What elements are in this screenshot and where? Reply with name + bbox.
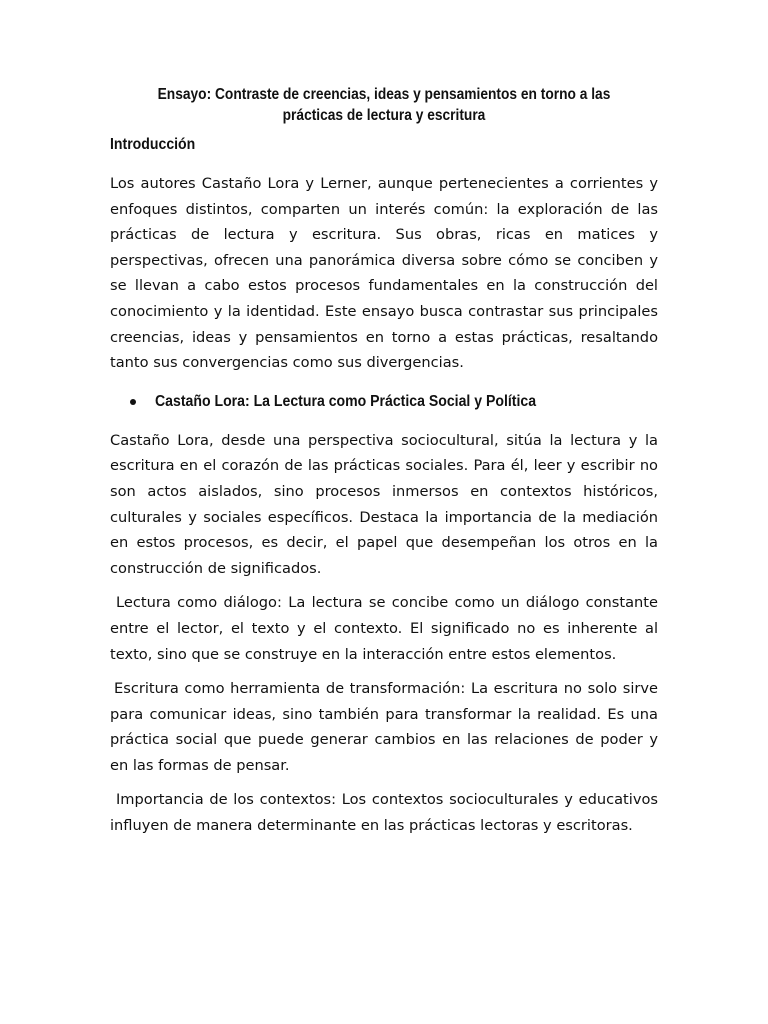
section-bullet [130,391,658,413]
point-importancia-contextos: Importancia de los contextos: Los contextos socioculturales y educativos influyen de manera determinante en las prácticas lectoras y escritoras. [110,791,658,835]
point-escritura-herramienta: Escritura como herramienta de transformación: La escritura no solo sirve para comunicar ideas, sino también para transformar la realidad. Es una práctica social que puede generar cambios en las relaciones de poder y en las formas de pensar. [110,680,658,774]
intro-paragraph: Los autores Castaño Lora y Lerner, aunque pertenecientes a corrientes y enfoques distintos, comparten un interés común: la exploración de las prácticas de lectura y escritura. Sus obras, ricas en matices y perspectivas, ofrecen una panorámica diversa sobre cómo se conciben y se llevan a cabo estos procesos fundamentales en la construcción del conocimiento y la identidad. Este ensayo busca contrastar sus principales creencias, ideas y pensamientos en torno a estas prácticas, resaltando tanto sus convergencias como sus divergencias. [110,175,658,372]
bullet-dot-icon [130,399,136,405]
intro-heading: Introducción [110,136,196,153]
title-line-1: Ensayo: Contraste de creencias, ideas y pensamientos en torno a las [157,86,611,103]
point-lectura-dialogo: Lectura como diálogo: La lectura se concibe como un diálogo constante entre el lector, el texto y el contexto. El significado no es inherente al texto, sino que se construye en la interacción entre estos elementos. [110,594,658,663]
section-paragraph: Castaño Lora, desde una perspectiva sociocultural, sitúa la lectura y la escritura en el corazón de las prácticas sociales. Para él, leer y escribir no son actos aislados, sino procesos inmersos en contextos históricos, culturales y sociales específicos. Destaca la importancia de la mediación en estos procesos, es decir, el papel que desempeñan los otros en la construcción de significados. [110,431,658,577]
title-line-2: prácticas de lectura y escritura [282,107,486,124]
document-title [148,84,619,126]
document-page [110,84,658,848]
section-heading: Castaño Lora: La Lectura como Práctica Social y Política [155,392,537,410]
